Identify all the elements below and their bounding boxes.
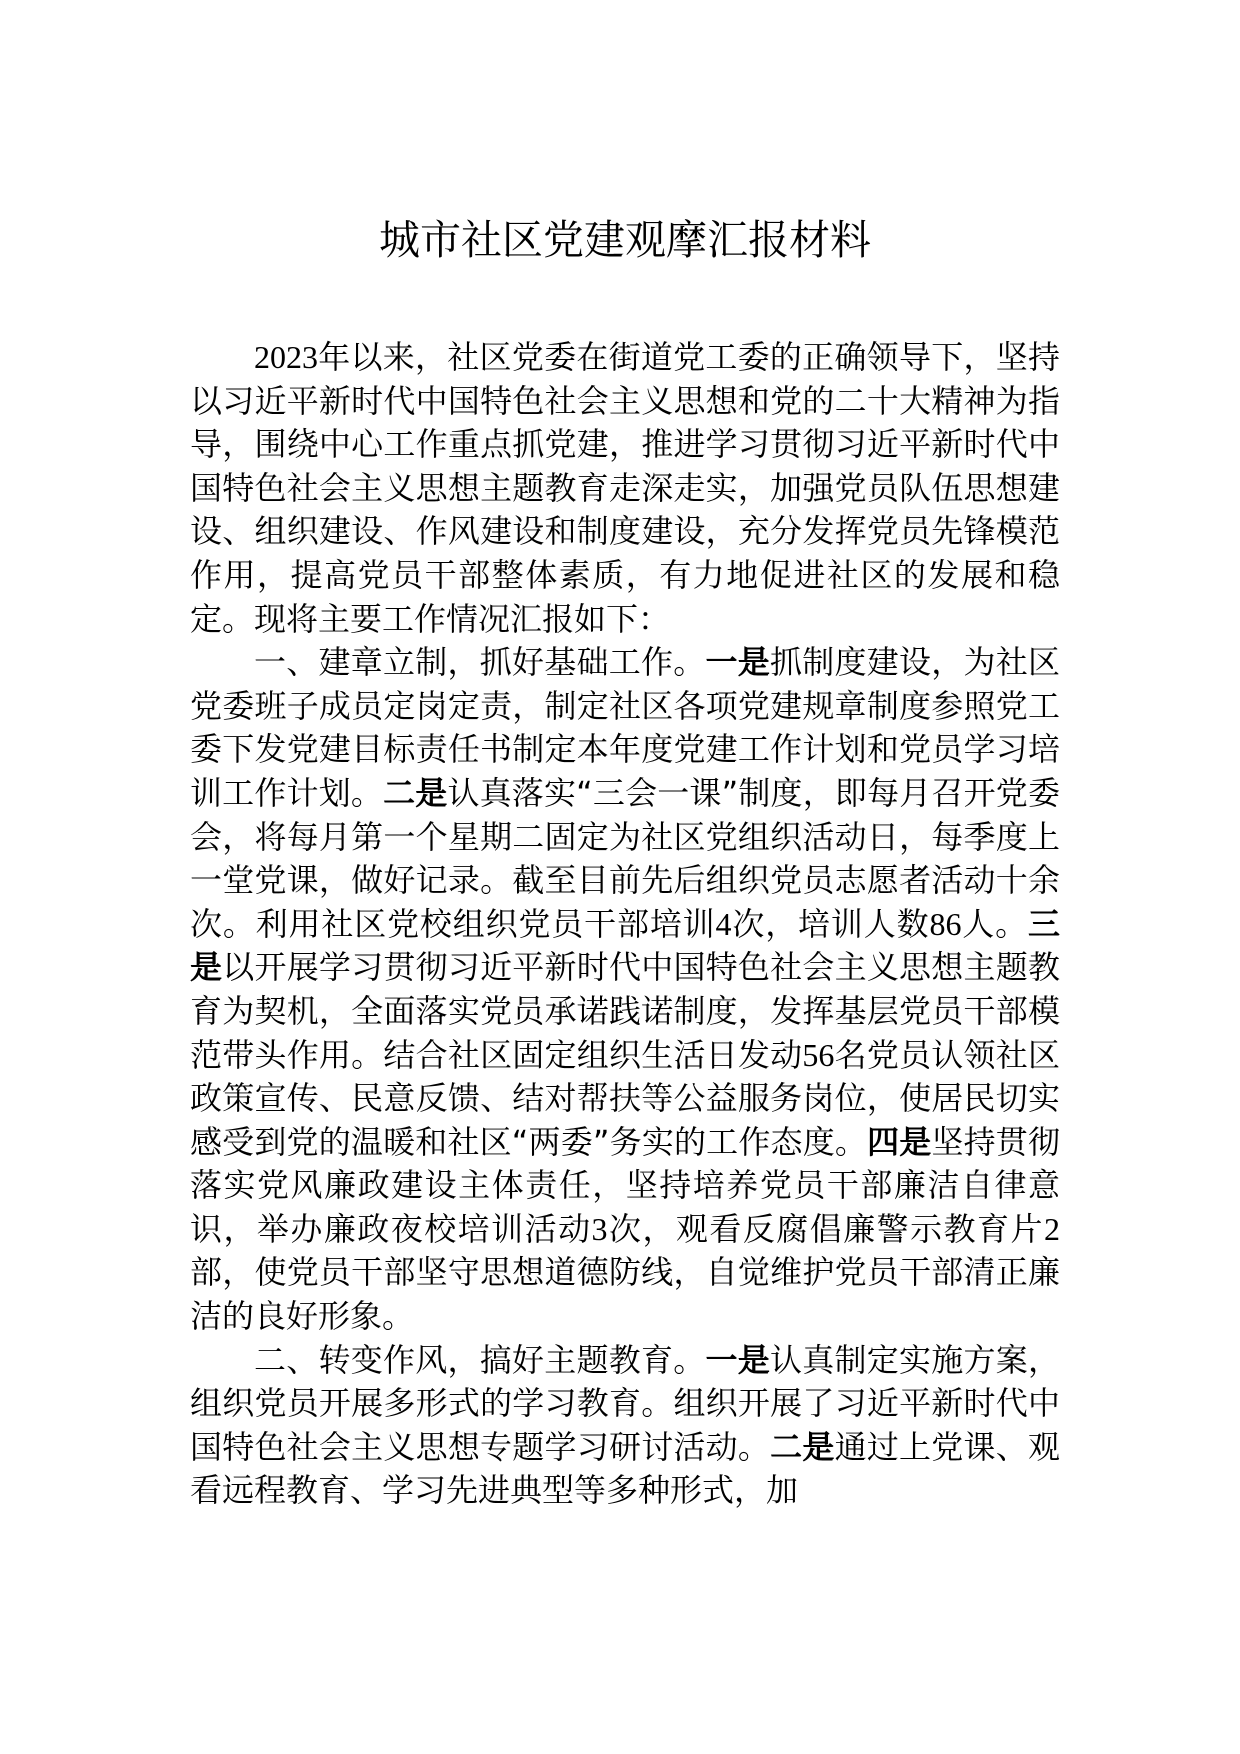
text-segment: 人。 [961,904,1028,943]
number-text: 2023 [254,339,318,375]
document-page [190,0,1060,1513]
paragraph-section-2 [190,1339,1060,1513]
number-text: 3 [591,1210,608,1247]
document-title: 城市社区党建观摩汇报材料 [379,216,871,264]
text-segment: 次，培训人数 [731,904,930,943]
text-segment: 名党员认领社区政策宣传、民意反馈、结对帮扶等公益服务岗位，使居民切实感受到党的温暖和社区“两委”务实的工作态度。 [190,1035,1060,1161]
number-text: 2 [1043,1210,1060,1247]
text-segment: 一、建章立制，抓好基础工作。 [254,643,706,682]
text-segment: 二、转变作风，搞好主题教育。 [254,1340,706,1379]
paragraph-section-1 [190,641,1060,1339]
text-segment: 认真落实“三会一课”制度，即每月召开党委会，将每月第一个星期二固定为社区党组织活动日，每季度上一堂党课，做好记录。截至目前先后组织党员志愿者活动十余次。利用社区党校组织党员干部培训 [190,773,1060,943]
text-segment: 通过上党课、观看远程教育、学习先进典型等多种形式，加 [190,1427,1060,1510]
bold-keyword: 二是 [383,773,448,812]
paragraph-intro [190,336,1060,641]
text-segment: 次，观看反腐倡廉警示教育片 [607,1209,1044,1248]
text-segment: 认真制定实施方案，组织党员开展多形式的学习教育。组织开展了习近平新时代中国特色社会主义思想专题学习研讨活动。 [190,1340,1060,1466]
bold-keyword: 二是 [770,1427,835,1466]
text-segment: 部，使党员干部坚守思想道德防线，自觉维护党员干部清正廉洁的良好形象。 [190,1253,1060,1336]
number-text: 4 [715,905,732,942]
document-body [190,336,1060,1513]
number-text: 86 [929,905,962,942]
bold-keyword: 四是 [867,1122,932,1161]
bold-keyword: 一是 [705,1340,770,1379]
text-segment: 以开展学习贯彻习近平新时代中国特色社会主义思想主题教育为契机，全面落实党员承诺践诺制度，发挥基层党员干部模范带头作用。结合社区固定组织生活日发动 [190,948,1060,1074]
text-segment: 坚持贯彻落实党风廉政建设主体责任，坚持培养党员干部廉洁自律意识，举办廉政夜校培训活动 [190,1122,1060,1248]
bold-keyword: 三是 [190,904,1060,987]
text-segment: 年以来，社区党委在街道党工委的正确领导下，坚持以习近平新时代中国特色社会主义思想和党的二十大精神为指导，围绕中心工作重点抓党建，推进学习贯彻习近平新时代中国特色社会主义思想主题教育走深走实，加强党员队伍思想建设、组织建设、作风建设和制度建设，充分发挥党员先锋模范作用，提高党员干部整体素质，有力地促进社区的发展和稳定。现将主要工作情况汇报如下： [190,338,1060,638]
text-segment: 抓制度建设，为社区党委班子成员定岗定责，制定社区各项党建规章制度参照党工委下发党建目标责任书制定本年度党建工作计划和党员学习培训工作计划。 [190,643,1060,812]
bold-keyword: 一是 [705,643,770,682]
number-text: 56 [802,1036,835,1073]
